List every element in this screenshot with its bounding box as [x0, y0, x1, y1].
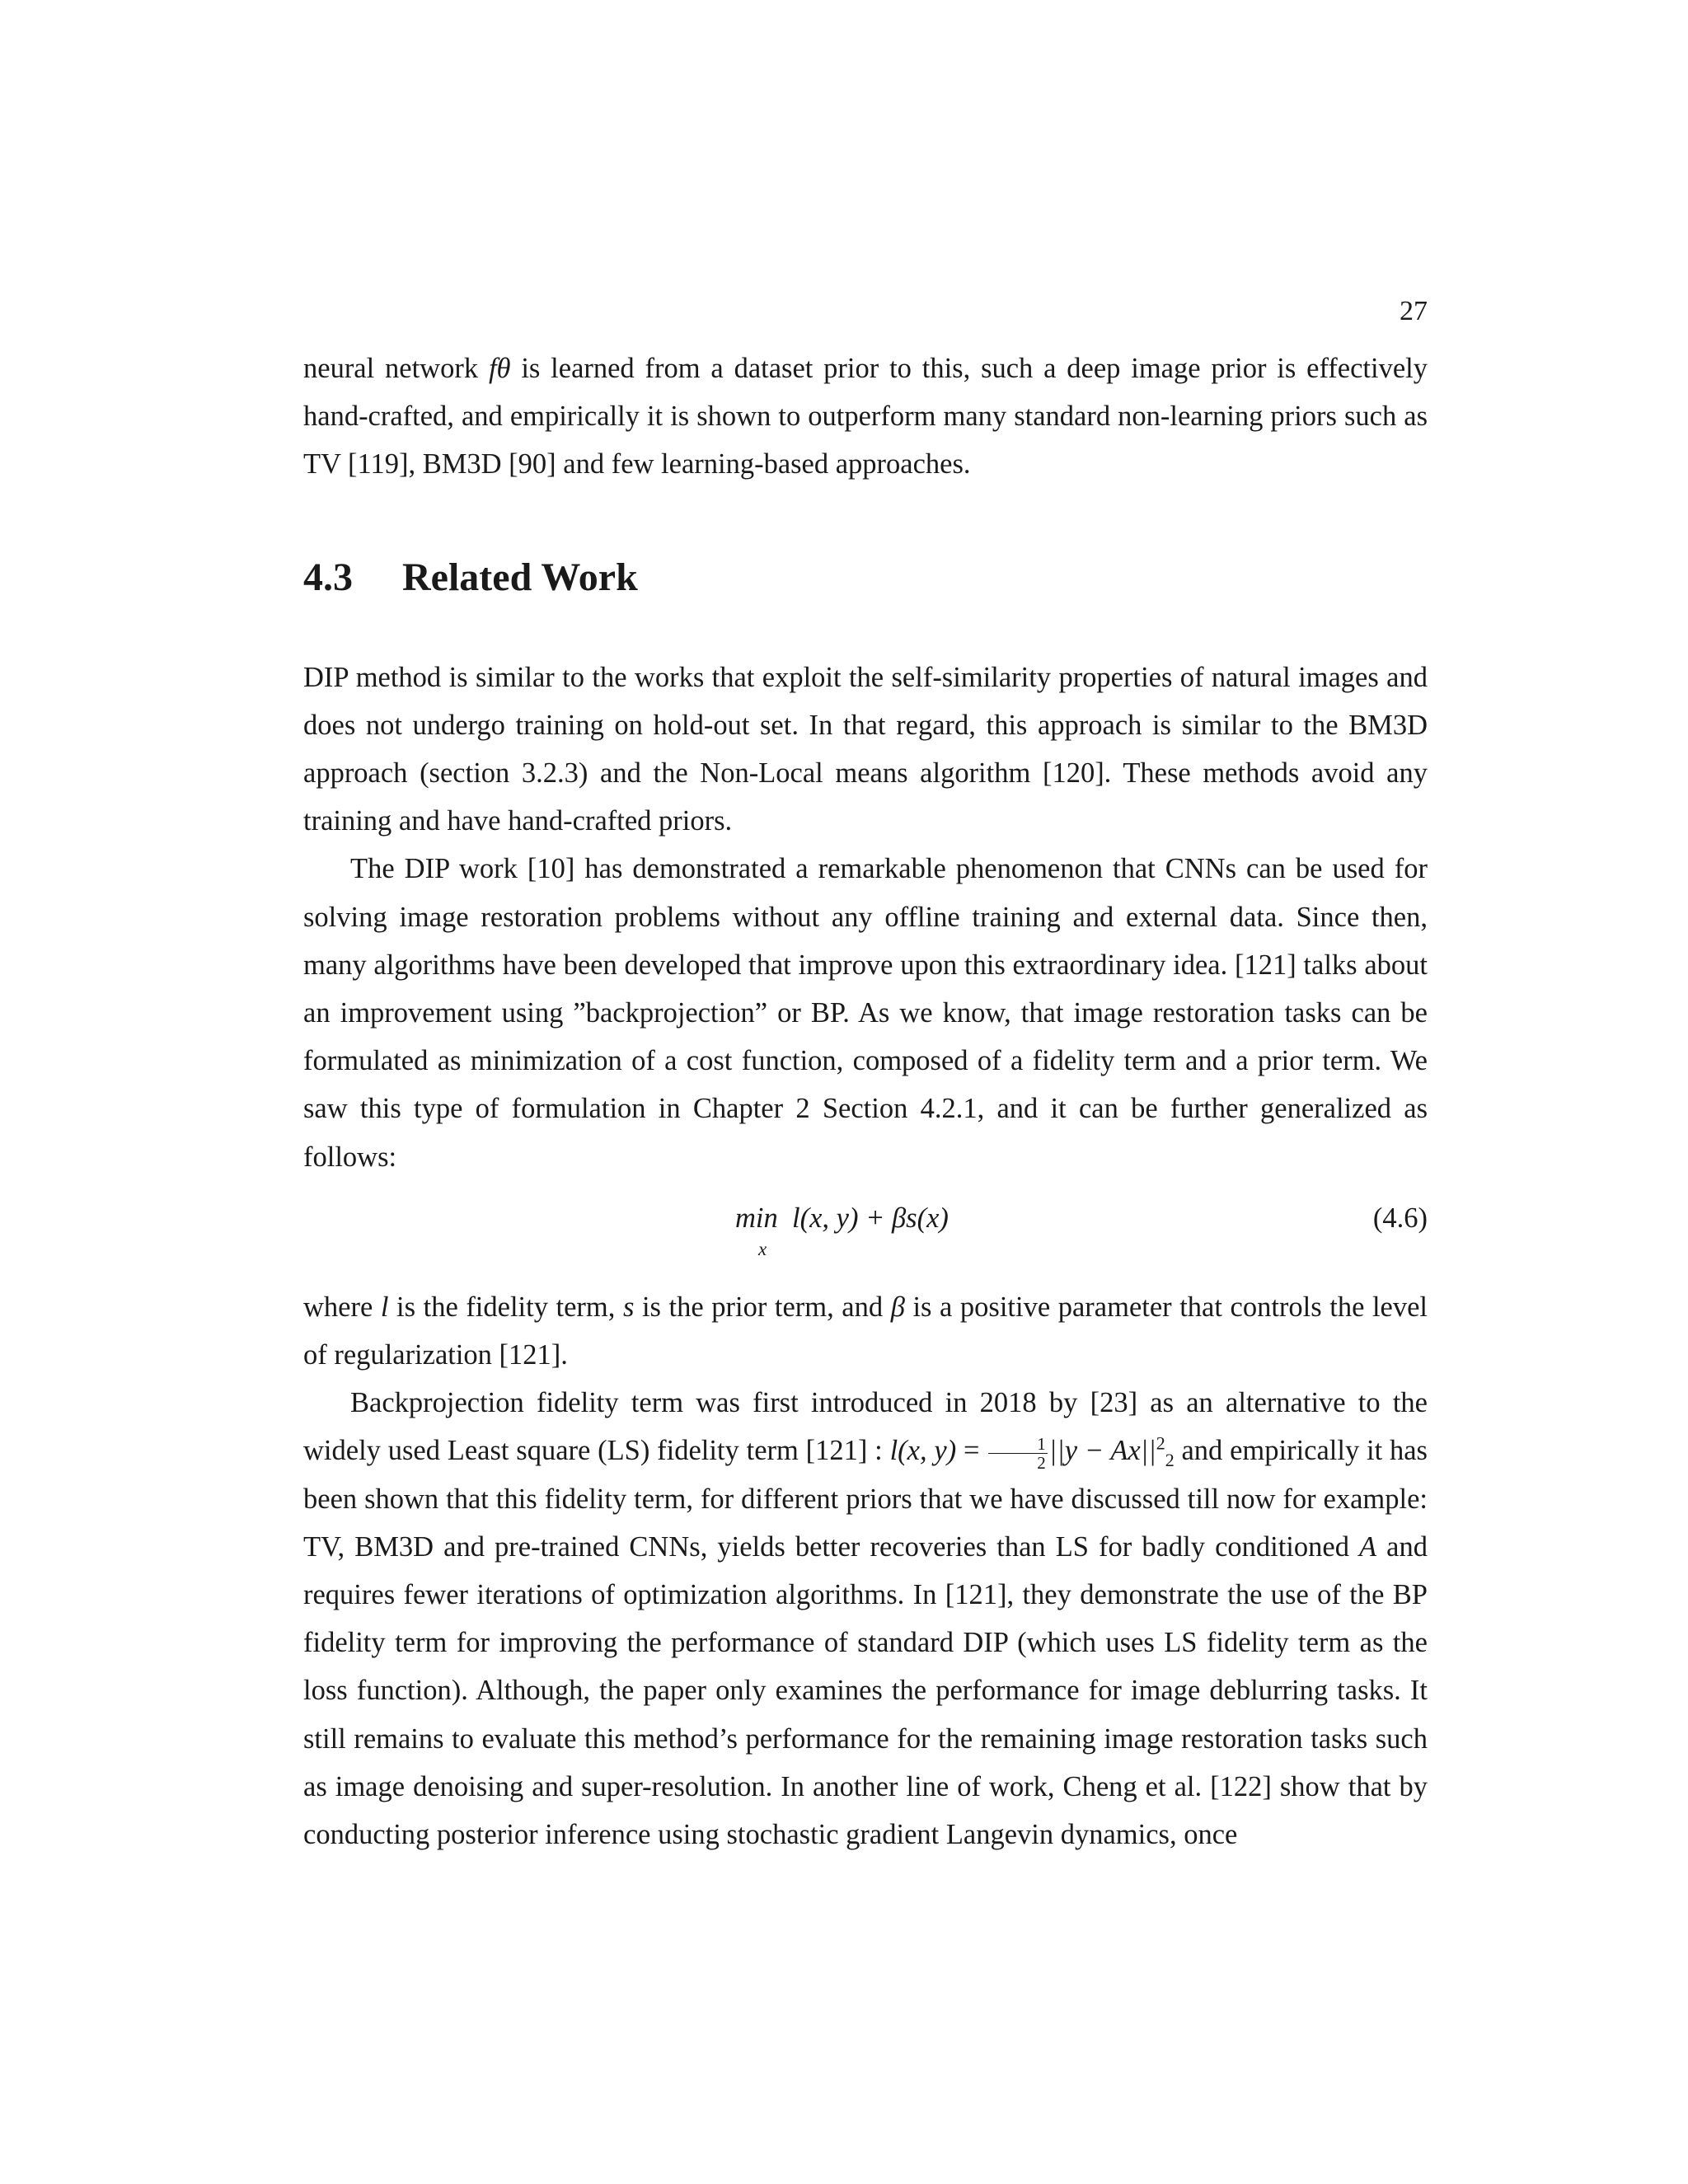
intro-paragraph: neural network fθ is learned from a dataset prior to this, such a deep image prior is effectively hand-crafted, and empirically it is shown to outperform many standard non-learning priors such as TV [119], BM3D [90] and few learning-based approaches.: [303, 353, 1428, 480]
paragraph-dip-similarity: DIP method is similar to the works that exploit the self-similarity properties of natural images and does not undergo training on hold-out set. In that regard, this approach is similar to the BM3D approach (section 3.2.3) and the Non-Local means algorithm [120]. These methods avoid any training and have hand-crafted priors.: [303, 661, 1428, 837]
equation-number: (4.6): [1372, 1202, 1428, 1234]
equation-expression: [735, 1202, 949, 1235]
page-content: [303, 344, 1428, 1858]
ls-formula-lhs: l(x, y): [889, 1435, 957, 1467]
min-operator: min: [735, 1202, 778, 1234]
fraction-one-half: $\frac{1}{2}$: [988, 1435, 1048, 1472]
norm-superscript: 2: [1156, 1432, 1165, 1454]
equation-4-6: [303, 1193, 1428, 1275]
section-heading: [303, 555, 1428, 601]
ls-formula-norm: ||y − Ax||: [1048, 1435, 1156, 1467]
section-title: Related Work: [402, 555, 638, 599]
page-number: 27: [1400, 296, 1428, 326]
paragraph-fidelity-definition: where l is the fidelity term, s is the prior term, and β is a positive parameter that controls the level of regularization [121].: [303, 1291, 1428, 1371]
equation-body: l(x, y) + βs(x): [792, 1202, 949, 1234]
f-theta-symbol: fθ: [488, 353, 511, 384]
norm-subscript: 2: [1165, 1450, 1175, 1471]
min-subscript: x: [758, 1238, 767, 1259]
section-number: 4.3: [303, 555, 353, 599]
paragraph-dip-work: The DIP work [10] has demonstrated a remarkable phenomenon that CNNs can be used for solving image restoration problems without any offline training and external data. Since then, many algorithms have been developed that improve upon this extraordinary idea. [121] talks about an improvement using ”backprojection” or BP. As we know, that image restoration tasks can be formulated as minimization of a cost function, composed of a fidelity term and a prior term. We saw this type of formulation in Chapter 2 Section 4.2.1, and it can be further generalized as follows:: [303, 853, 1428, 1173]
paragraph-backprojection: Backprojection fidelity term was first introduced in 2018 by [23] as an alternative to the widely used Least square (LS) fidelity term [121] : l(x, y) = $\frac{1}{2}$ $||y - Ax||^2_2$ and empirically it has been shown that this fidelity term, for different priors that we have discussed till now for example: TV, BM3D and pre-trained CNNs, yields better recoveries than LS for badly conditioned A and requires fewer iterations of optimization algorithms. In [121], they demonstrate the use of the BP fidelity term for improving the performance of standard DIP (which uses LS fidelity term as the loss function). Although, the paper only examines the performance for image deblurring tasks. It still remains to evaluate this method’s performance for the remaining image restoration tasks such as image denoising and super-resolution. In another line of work, Cheng et al. [122] show that by conducting posterior inference using stochastic gradient Langevin dynamics, once: [303, 1387, 1428, 1851]
